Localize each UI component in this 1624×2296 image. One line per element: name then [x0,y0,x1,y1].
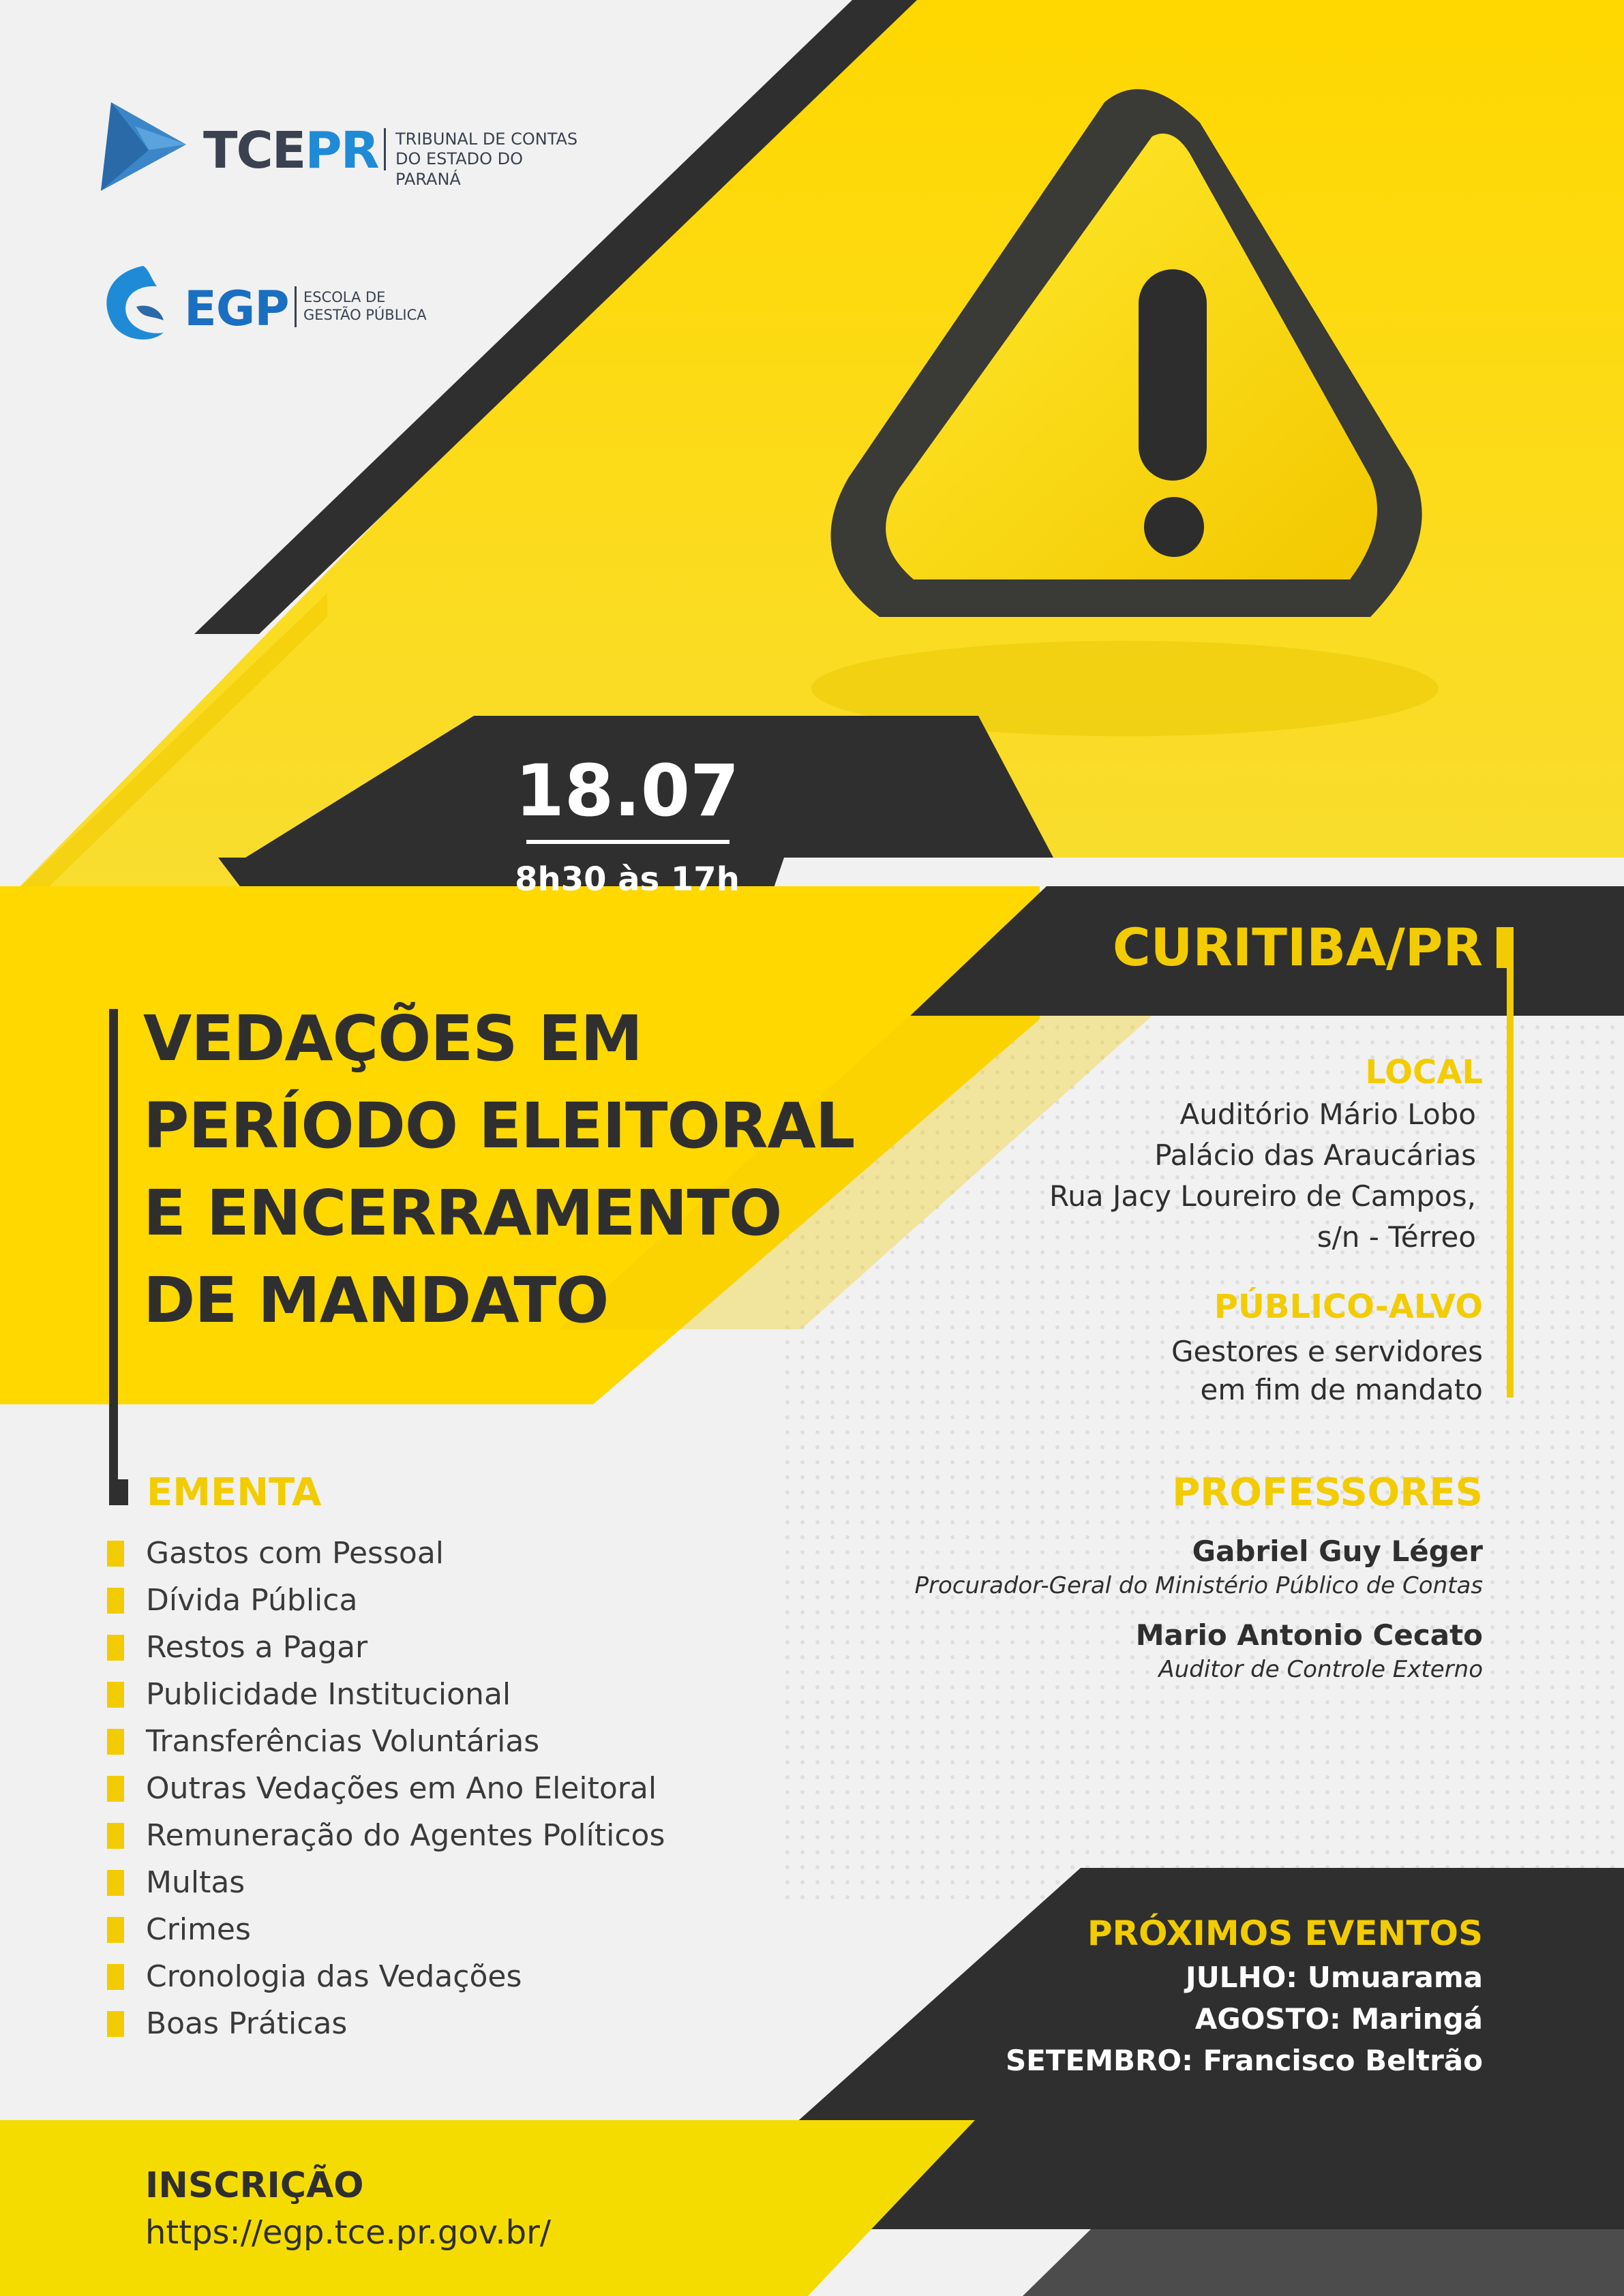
pr-wordmark: PR [305,121,378,180]
bullet-icon [107,1541,124,1567]
bullet-icon [107,1870,124,1896]
local-line-4: s/n - Térreo [1317,1220,1476,1254]
inscricao-link[interactable]: https://egp.tce.pr.gov.br/ [145,2214,551,2252]
ementa-item: Publicidade Institucional [107,1671,823,1718]
info-accent-line [1507,927,1514,1398]
egp-logo [95,259,450,354]
publico-heading: PÚBLICO-ALVO [1214,1288,1483,1326]
event-city: CURITIBA/PR [1112,917,1483,978]
professor-2 [784,1616,1483,1684]
professor-name: Gabriel Guy Léger [1192,1535,1483,1568]
title-line-3: E ENCERRAMENTO [143,1177,782,1250]
title-accent-bar [109,1009,118,1505]
event-time: 8h30 às 17h [515,860,740,898]
ementa-item: Gastos com Pessoal [107,1530,823,1577]
date-divider [526,840,730,844]
tce-logo [101,102,592,191]
ementa-item: Outras Vedações em Ano Eleitoral [107,1765,823,1812]
ementa-item: Transferências Voluntárias [107,1718,823,1765]
inscricao-heading: INSCRIÇÃO [145,2165,364,2206]
local-address [886,1094,1476,1258]
bullet-icon [107,1588,124,1614]
egp-subtitle-line1: ESCOLA DE [303,289,386,305]
bullet-icon [107,1635,124,1661]
ementa-item: Cronologia das Vedações [107,1953,823,2000]
local-line-1: Auditório Mário Lobo [1179,1098,1476,1131]
tce-subtitle-line1: TRIBUNAL DE CONTAS [395,130,578,149]
ementa-item: Restos a Pagar [107,1624,823,1671]
local-line-3: Rua Jacy Loureiro de Campos, [1049,1179,1476,1213]
tce-triangle-icon [101,102,186,191]
tce-subtitle-line2: DO ESTADO DO PARANÁ [395,149,523,189]
proximo-evento: SETEMBRO: Francisco Beltrão [1005,2044,1483,2077]
professores-heading: PROFESSORES [1172,1470,1483,1515]
proximo-evento: AGOSTO: Maringá [1194,2002,1483,2036]
professor-1 [784,1532,1483,1600]
ementa-item: Dívida Pública [107,1577,823,1624]
bullet-icon [107,1729,124,1755]
title-line-2: PERÍODO ELEITORAL [143,1089,855,1162]
ementa-item: Crimes [107,1906,823,1953]
egp-wordmark: EGP [184,281,289,337]
proximo-evento: JULHO: Umuarama [1185,1961,1483,1994]
egp-logo-divider [295,286,297,327]
ementa-item: Remuneração do Agentes Políticos [107,1812,823,1859]
publico-line-1: Gestores e servidores [1171,1335,1483,1368]
proximos-heading: PRÓXIMOS EVENTOS [1087,1914,1483,1953]
ementa-item: Boas Práticas [107,2000,823,2047]
title-line-4: DE MANDATO [143,1264,609,1337]
event-title [143,995,961,1344]
ementa-heading: EMENTA [147,1470,322,1515]
local-line-2: Palácio das Araucárias [1154,1138,1476,1172]
tce-logo-divider [384,128,386,170]
bullet-icon [107,1682,124,1708]
bullet-icon [107,1964,124,1990]
tce-wordmark: TCE [203,121,305,180]
bullet-icon [107,1823,124,1849]
event-date: 18.07 [515,749,740,832]
local-heading: LOCAL [1365,1053,1483,1091]
professor-name: Mario Antonio Cecato [1135,1618,1483,1652]
professor-role: Auditor de Controle Externo [1158,1656,1483,1683]
publico-text [954,1333,1483,1409]
egp-subtitle-line2: GESTÃO PÚBLICA [303,306,427,323]
bullet-icon [107,1917,124,1943]
ementa-list [107,1530,823,2047]
ementa-item: Multas [107,1859,823,1906]
publico-line-2: em fim de mandato [1200,1373,1483,1406]
bullet-icon [107,1776,124,1802]
professor-role: Procurador-Geral do Ministério Público de Contas [914,1572,1483,1599]
title-line-1: VEDAÇÕES EM [143,1002,642,1075]
proximos-list [920,1957,1483,2081]
bullet-icon [107,2011,124,2037]
egp-swirl-icon [95,259,170,354]
